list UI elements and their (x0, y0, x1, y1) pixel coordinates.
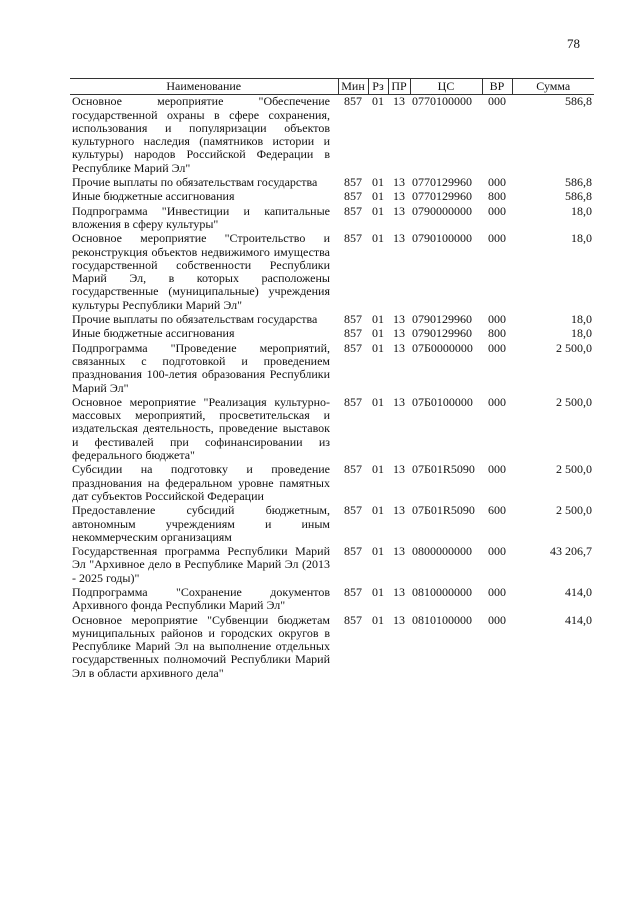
row-cs: 0810100000 (412, 612, 472, 627)
row-rz: 01 (372, 203, 384, 218)
row-vr: 600 (488, 503, 506, 518)
row-pr: 13 (393, 544, 405, 559)
row-rz: 01 (372, 462, 384, 477)
row-rz: 01 (372, 394, 384, 409)
row-min: 857 (344, 203, 362, 218)
row-name: Субсидии на подготовку и проведение празднования на федеральном уровне памятных дат субъектов Российской Федерации (72, 462, 330, 503)
row-rz: 01 (372, 503, 384, 518)
row-vr: 000 (488, 312, 506, 327)
row-pr: 13 (393, 175, 405, 190)
header-vr: ВР (482, 79, 512, 95)
row-min: 857 (344, 584, 362, 599)
row-cs: 07Б01R5090 (412, 503, 475, 518)
row-rz: 01 (372, 231, 384, 246)
row-rz: 01 (372, 612, 384, 627)
row-pr: 13 (393, 326, 405, 341)
table-row (70, 176, 594, 190)
header-min: Мин (338, 79, 368, 95)
row-name: Основное мероприятие "Субвенции бюджетам муниципальных районов и городских округов в Республике Марий Эл на выполнение отдельных государственных полномочий Республики Марий Эл в области архивного дела" (72, 612, 330, 680)
table-row (70, 205, 594, 233)
table-row (70, 313, 594, 327)
row-name: Основное мероприятие "Реализация культурно-массовых мероприятий, просветительская и издательская деятельность, проведение выставок и фестивалей при софинансировании из федерального бюджета" (72, 394, 330, 463)
row-cs: 0810000000 (412, 584, 472, 599)
row-pr: 13 (393, 312, 405, 327)
row-min: 857 (344, 326, 362, 341)
row-rz: 01 (372, 584, 384, 599)
row-vr: 000 (488, 394, 506, 409)
row-sum: 18,0 (571, 312, 592, 327)
row-name: Прочие выплаты по обязательствам государства (72, 312, 318, 327)
row-pr: 13 (393, 462, 405, 477)
row-pr: 13 (393, 584, 405, 599)
row-min: 857 (344, 94, 362, 109)
row-name: Предоставление субсидий бюджетным, автономным учреждениям и иным некоммерческим организациям (72, 503, 330, 544)
row-vr: 800 (488, 189, 506, 204)
row-name: Основное мероприятие "Строительство и реконструкция объектов недвижимого имущества государственной собственности Республики Марий Эл, в которых расположены государственные (муниципальные) учреждения культуры Республики Марий Эл" (72, 231, 330, 312)
row-cs: 0790100000 (412, 231, 472, 246)
table-row (70, 327, 594, 341)
row-min: 857 (344, 340, 362, 355)
row-sum: 2 500,0 (556, 503, 592, 518)
row-vr: 000 (488, 340, 506, 355)
row-vr: 000 (488, 203, 506, 218)
row-cs: 07Б0000000 (412, 340, 473, 355)
row-pr: 13 (393, 503, 405, 518)
row-cs: 0800000000 (412, 544, 472, 559)
page-number: 78 (567, 36, 580, 51)
header-sum: Сумма (512, 79, 594, 95)
row-sum: 2 500,0 (556, 340, 592, 355)
row-sum: 43 206,7 (550, 544, 592, 559)
row-cs: 07Б01R5090 (412, 462, 475, 477)
row-cs: 0790129960 (412, 326, 472, 341)
table-row (70, 396, 594, 463)
row-vr: 000 (488, 544, 506, 559)
row-rz: 01 (372, 544, 384, 559)
row-cs: 0790129960 (412, 312, 472, 327)
row-min: 857 (344, 189, 362, 204)
row-rz: 01 (372, 312, 384, 327)
row-cs: 0770129960 (412, 175, 472, 190)
row-vr: 000 (488, 175, 506, 190)
row-sum: 18,0 (571, 326, 592, 341)
row-sum: 414,0 (565, 584, 592, 599)
table-row (70, 342, 594, 396)
row-pr: 13 (393, 189, 405, 204)
budget-table (70, 78, 594, 681)
row-name: Иные бюджетные ассигнования (72, 326, 235, 341)
header-rz: Рз (368, 79, 388, 95)
table-row (70, 232, 594, 313)
row-cs: 07Б0100000 (412, 394, 473, 409)
table-row (70, 463, 594, 504)
row-pr: 13 (393, 340, 405, 355)
table-row (70, 586, 594, 614)
row-sum: 18,0 (571, 231, 592, 246)
row-pr: 13 (393, 203, 405, 218)
row-cs: 0770129960 (412, 189, 472, 204)
table-header-row (70, 79, 594, 95)
row-min: 857 (344, 612, 362, 627)
header-pr: ПР (388, 79, 410, 95)
row-sum: 18,0 (571, 203, 592, 218)
row-sum: 2 500,0 (556, 394, 592, 409)
row-vr: 000 (488, 612, 506, 627)
row-min: 857 (344, 462, 362, 477)
row-name: Иные бюджетные ассигнования (72, 189, 235, 204)
row-cs: 0770100000 (412, 94, 472, 109)
table-row (70, 614, 594, 681)
row-sum: 2 500,0 (556, 462, 592, 477)
row-rz: 01 (372, 175, 384, 190)
table-row (70, 545, 594, 586)
row-name: Подпрограмма "Сохранение документов Архивного фонда Республики Марий Эл" (72, 584, 330, 613)
row-min: 857 (344, 394, 362, 409)
row-pr: 13 (393, 231, 405, 246)
table-row (70, 95, 594, 176)
row-rz: 01 (372, 340, 384, 355)
row-name: Подпрограмма "Проведение мероприятий, связанных с подготовкой и проведением празднования 100-летия образования Республики Марий Эл" (72, 340, 330, 395)
row-vr: 000 (488, 94, 506, 109)
row-name: Прочие выплаты по обязательствам государства (72, 175, 318, 190)
row-sum: 586,8 (565, 189, 592, 204)
row-sum: 586,8 (565, 94, 592, 109)
row-cs: 0790000000 (412, 203, 472, 218)
row-name: Основное мероприятие "Обеспечение государственной охраны в сфере сохранения, использования и популяризации объектов культурного наследия (памятников истории и культуры) народов Российской Федерации в Республике Марий Эл" (72, 94, 330, 175)
row-vr: 000 (488, 584, 506, 599)
row-min: 857 (344, 175, 362, 190)
row-vr: 000 (488, 231, 506, 246)
row-pr: 13 (393, 94, 405, 109)
row-rz: 01 (372, 94, 384, 109)
row-vr: 000 (488, 462, 506, 477)
row-sum: 414,0 (565, 612, 592, 627)
table-row (70, 504, 594, 545)
row-rz: 01 (372, 326, 384, 341)
row-rz: 01 (372, 189, 384, 204)
row-min: 857 (344, 503, 362, 518)
row-vr: 800 (488, 326, 506, 341)
row-min: 857 (344, 544, 362, 559)
row-min: 857 (344, 231, 362, 246)
row-name: Государственная программа Республики Марий Эл "Архивное дело в Республике Марий Эл (2013 - 2025 годы)" (72, 544, 330, 585)
header-cs: ЦС (410, 79, 482, 95)
row-min: 857 (344, 312, 362, 327)
row-pr: 13 (393, 612, 405, 627)
row-pr: 13 (393, 394, 405, 409)
header-name: Наименование (70, 79, 338, 95)
table-row (70, 190, 594, 204)
row-name: Подпрограмма "Инвестиции и капитальные вложения в сферу культуры" (72, 203, 330, 231)
table-body (70, 95, 594, 681)
row-sum: 586,8 (565, 175, 592, 190)
